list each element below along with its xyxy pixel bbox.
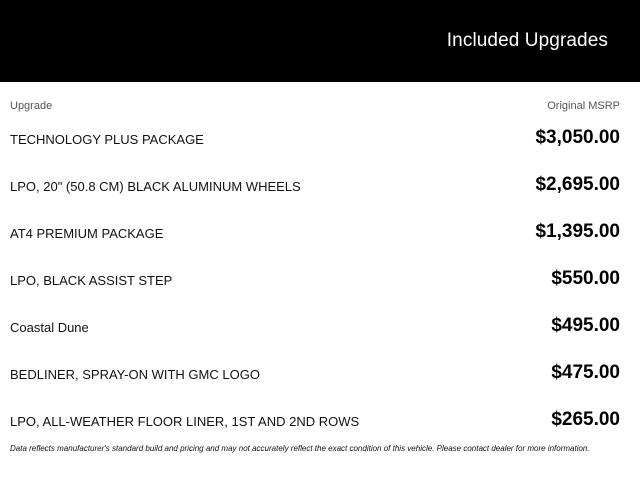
list-item: [0, 115, 640, 162]
upgrade-price: $1,395.00: [535, 221, 620, 242]
upgrade-name: BEDLINER, SPRAY-ON WITH GMC LOGO: [10, 367, 260, 382]
list-item: [0, 303, 640, 350]
column-header-upgrade: Upgrade: [10, 100, 53, 112]
list-item: [0, 397, 640, 444]
upgrade-price: $550.00: [551, 268, 620, 289]
upgrade-price: $2,695.00: [535, 174, 620, 195]
upgrade-name: LPO, BLACK ASSIST STEP: [10, 273, 173, 288]
upgrade-name: LPO, ALL-WEATHER FLOOR LINER, 1ST AND 2ND ROWS: [10, 414, 360, 429]
list-item: [0, 209, 640, 256]
header-bar: [0, 0, 640, 82]
upgrade-price: $495.00: [551, 315, 620, 336]
list-item: [0, 162, 640, 209]
upgrades-list: [0, 115, 640, 444]
upgrade-name: Coastal Dune: [10, 320, 89, 335]
page-title: Included Upgrades: [446, 30, 608, 51]
list-item: [0, 256, 640, 303]
upgrade-price: $475.00: [551, 362, 620, 383]
upgrade-price: $265.00: [551, 409, 620, 430]
upgrade-price: $3,050.00: [535, 127, 620, 148]
column-header-msrp: Original MSRP: [547, 100, 620, 112]
list-item: [0, 350, 640, 397]
upgrade-name: LPO, 20" (50.8 CM) BLACK ALUMINUM WHEELS: [10, 179, 301, 194]
upgrade-name: TECHNOLOGY PLUS PACKAGE: [10, 132, 204, 147]
upgrade-name: AT4 PREMIUM PACKAGE: [10, 226, 164, 241]
disclaimer-text: Data reflects manufacturer's standard build and pricing and may not accurately reflect the exact condition of this vehicle. Please contact dealer for more information.: [10, 444, 590, 453]
